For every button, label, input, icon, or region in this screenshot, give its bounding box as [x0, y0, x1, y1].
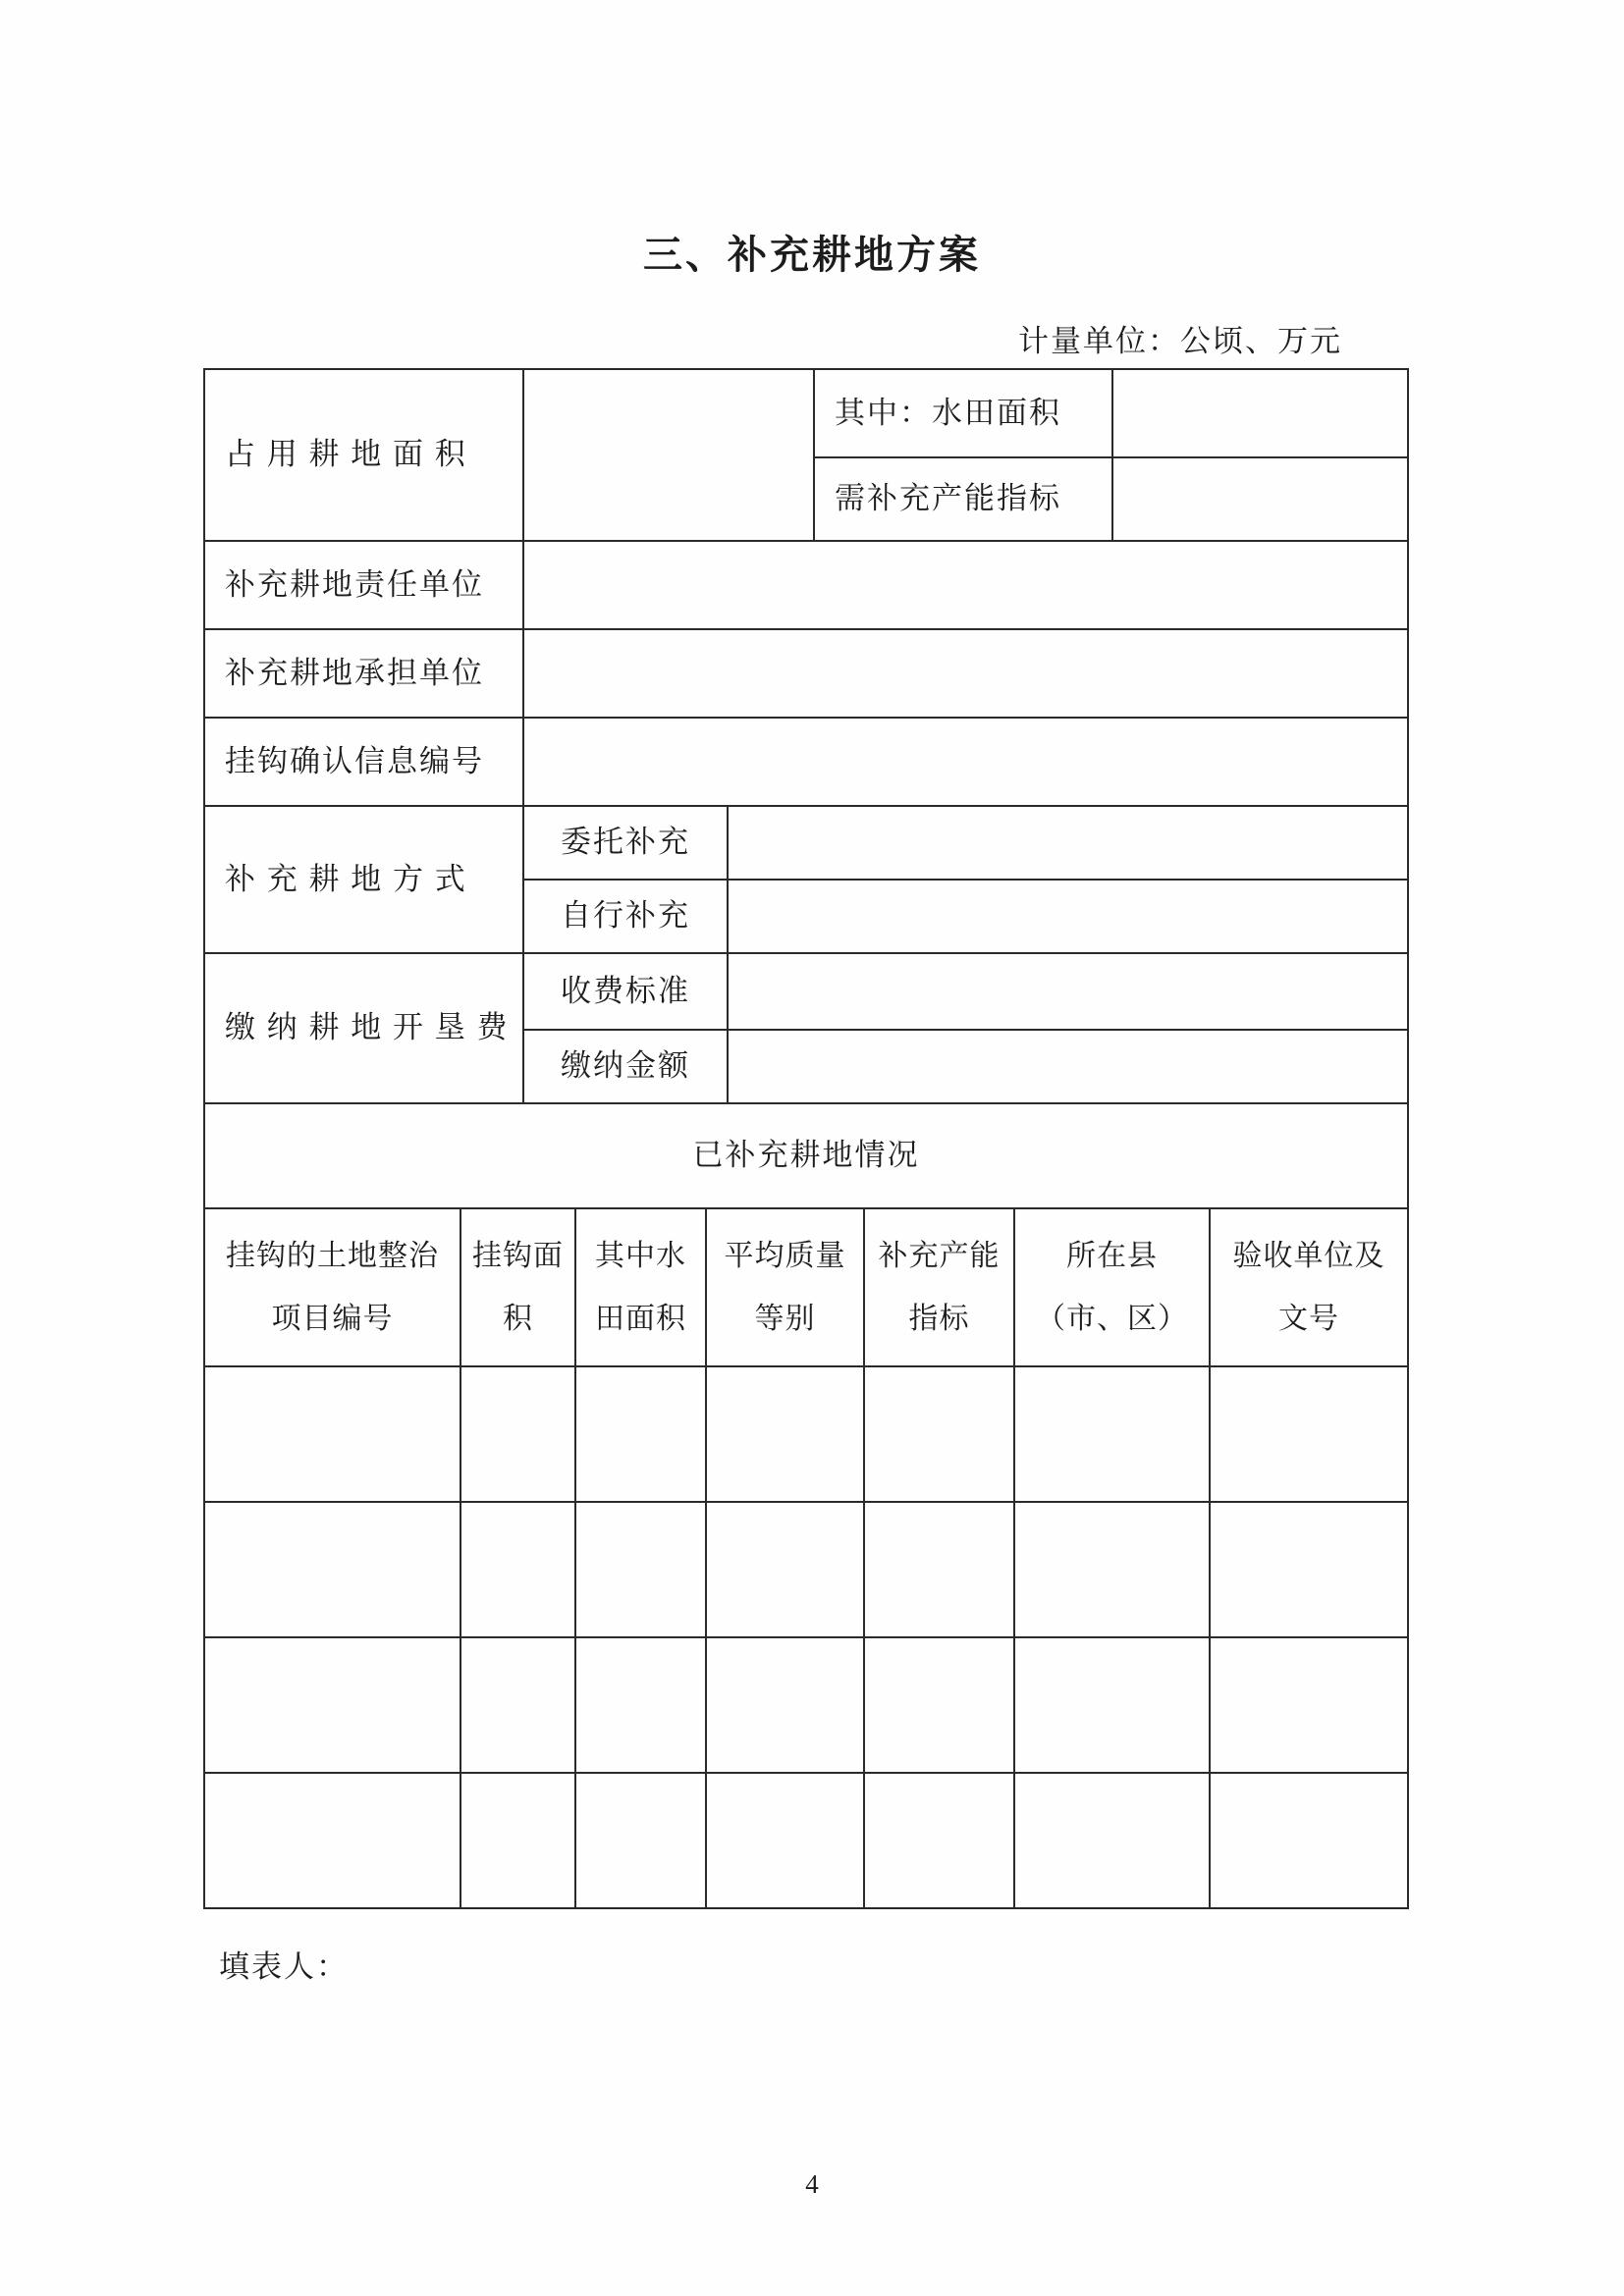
capacity-needed-value — [1113, 458, 1407, 542]
paddy-area-value — [1113, 370, 1407, 458]
fee-standard-label: 收费标准 — [524, 954, 729, 1031]
supplemented-cell — [576, 1503, 707, 1638]
self-supplement-label: 自行补充 — [524, 881, 729, 954]
supplemented-cell — [865, 1503, 1015, 1638]
entrusted-supplement-label: 委托补充 — [524, 807, 729, 881]
supplemented-cell — [1015, 1774, 1211, 1907]
page-title: 三、补充耕地方案 — [643, 233, 981, 277]
linkage-info-number-label: 挂钩确认信息编号 — [205, 719, 524, 807]
supplemented-cell — [576, 1638, 707, 1774]
paddy-area-label: 其中：水田面积 — [815, 370, 1113, 458]
supplemented-cell — [707, 1638, 865, 1774]
supplemented-cell — [461, 1503, 576, 1638]
header-col-paddy-area: 其中水 田面积 — [576, 1209, 707, 1367]
header-col-quality-grade: 平均质量 等别 — [707, 1209, 865, 1367]
form-filler-label: 填表人： — [219, 1949, 349, 1984]
supplemented-cell — [576, 1774, 707, 1907]
capacity-needed-label: 需补充产能指标 — [815, 458, 1113, 542]
occupied-area-label: 占 用 耕 地 面 积 — [205, 370, 524, 542]
self-supplement-value — [729, 881, 1407, 954]
supplemented-cell — [707, 1367, 865, 1503]
reclamation-fee-label: 缴 纳 耕 地 开 垦 费 — [205, 954, 524, 1104]
unit-note: 计量单位：公顷、万元 — [1018, 324, 1342, 358]
supplement-method-label: 补 充 耕 地 方 式 — [205, 807, 524, 954]
supplemented-cell — [1211, 1638, 1407, 1774]
undertaking-unit-label: 补充耕地承担单位 — [205, 630, 524, 719]
linkage-info-number-value — [524, 719, 1407, 807]
supplemented-cell — [1015, 1638, 1211, 1774]
supplemented-cell — [205, 1367, 461, 1503]
header-col-project-number: 挂钩的土地整治 项目编号 — [205, 1209, 461, 1367]
supplemented-cell — [205, 1503, 461, 1638]
supplemented-cell — [865, 1774, 1015, 1907]
supplemented-cell — [205, 1638, 461, 1774]
form-table — [203, 368, 1409, 1909]
supplemented-cell — [707, 1503, 865, 1638]
responsibility-unit-label: 补充耕地责任单位 — [205, 542, 524, 630]
fee-standard-value — [729, 954, 1407, 1031]
supplemented-cell — [1211, 1774, 1407, 1907]
supplemented-cell — [1211, 1503, 1407, 1638]
supplemented-cell — [1211, 1367, 1407, 1503]
supplemented-cell — [205, 1774, 461, 1907]
supplemented-cell — [576, 1367, 707, 1503]
header-col-linkage-area: 挂钩面 积 — [461, 1209, 576, 1367]
undertaking-unit-value — [524, 630, 1407, 719]
supplemented-cell — [1015, 1503, 1211, 1638]
entrusted-supplement-value — [729, 807, 1407, 881]
payment-amount-value — [729, 1031, 1407, 1104]
supplemented-cell — [461, 1774, 576, 1907]
section-method-fee — [205, 807, 1407, 1104]
header-col-capacity-index: 补充产能 指标 — [865, 1209, 1015, 1367]
supplemented-cell — [865, 1367, 1015, 1503]
section-supplemented-table — [205, 1209, 1407, 1907]
section-units — [205, 542, 1407, 807]
supplemented-cell — [461, 1638, 576, 1774]
payment-amount-label: 缴纳金额 — [524, 1031, 729, 1104]
section-supplemented-banner — [205, 1104, 1407, 1209]
occupied-area-value — [524, 370, 815, 542]
responsibility-unit-value — [524, 542, 1407, 630]
supplemented-cell — [461, 1367, 576, 1503]
supplemented-cell — [865, 1638, 1015, 1774]
header-col-county: 所在县 （市、区） — [1015, 1209, 1211, 1367]
header-col-acceptance-unit: 验收单位及 文号 — [1211, 1209, 1407, 1367]
supplemented-cell — [707, 1774, 865, 1907]
page-number: 4 — [805, 2169, 819, 2199]
supplemented-cell — [1015, 1367, 1211, 1503]
supplemented-section-title: 已补充耕地情况 — [205, 1104, 1407, 1209]
section-occupied-area — [205, 370, 1407, 542]
